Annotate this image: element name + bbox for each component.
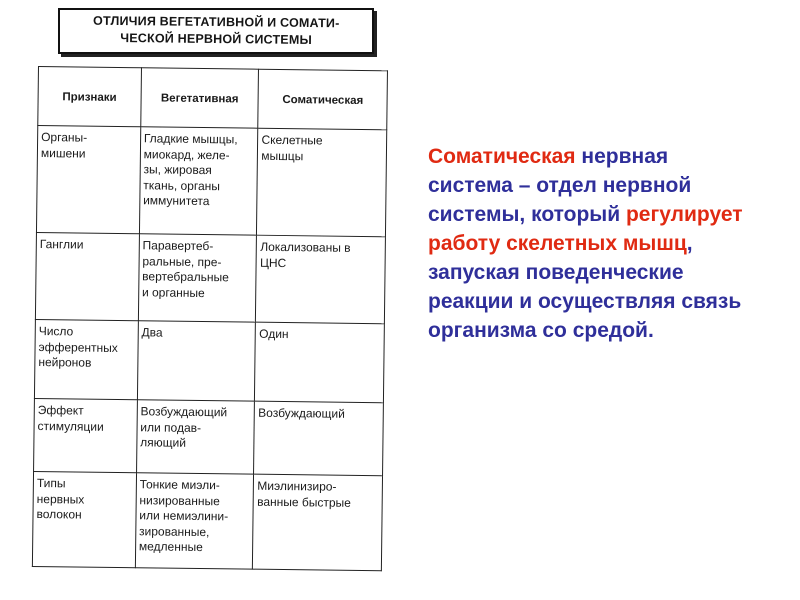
table-row	[35, 232, 385, 323]
header-autonomic: Вегетативная	[141, 68, 259, 128]
table-row	[34, 398, 384, 475]
table-row	[36, 126, 386, 237]
definition-term: Соматическая	[428, 145, 576, 168]
header-features: Признаки	[38, 67, 141, 127]
table-cell: Эффект стимуляции	[34, 398, 138, 472]
header-somatic: Соматическая	[258, 69, 387, 130]
table-cell: Миэлинизиро- ванные быстрые	[253, 474, 383, 571]
table-cell: Типы нервных волокон	[32, 471, 136, 567]
comparison-table	[32, 66, 388, 571]
definition-highlight: регулирует работу скелетных мышц	[428, 203, 743, 255]
table-row	[34, 319, 384, 402]
somatic-definition	[428, 142, 758, 345]
table-cell: Ганглии	[35, 232, 139, 320]
table-cell: Один	[255, 322, 385, 403]
table-title-box	[58, 8, 374, 54]
table-cell: Возбуждающий	[254, 401, 383, 476]
table-cell: Локализованы в ЦНС	[256, 235, 386, 324]
definition-text-1: нервная система – отдел нервной системы, который	[428, 145, 692, 226]
table-cell: Возбуждающий или подав- ляющий	[136, 400, 255, 474]
table-cell: Два	[137, 321, 256, 401]
comparison-table-scan	[32, 66, 390, 590]
table-cell: Гладкие мышцы, миокард, желе- зы, жировая ткань, органы иммунитета	[139, 127, 258, 235]
table-cell: Паравертеб- ральные, пре- вертебральные и органные	[138, 234, 257, 322]
table-row	[32, 471, 382, 570]
definition-text-2: , запуская поведенческие реакции и осуществляя связь организма со средой.	[428, 232, 742, 342]
table-title: ОТЛИЧИЯ ВЕГЕТАТИВНОЙ И СОМАТИ- ЧЕСКОЙ НЕРВНОЙ СИСТЕМЫ	[92, 13, 340, 48]
table-cell: Число эфферентных нейронов	[34, 319, 138, 399]
table-cell: Органы- мишени	[36, 126, 140, 234]
table-cell: Тонкие миэли- низированные или немиэлини- зированные, медленные	[135, 473, 254, 569]
table-cell: Скелетные мышцы	[257, 128, 387, 237]
table-header-row	[38, 67, 388, 130]
